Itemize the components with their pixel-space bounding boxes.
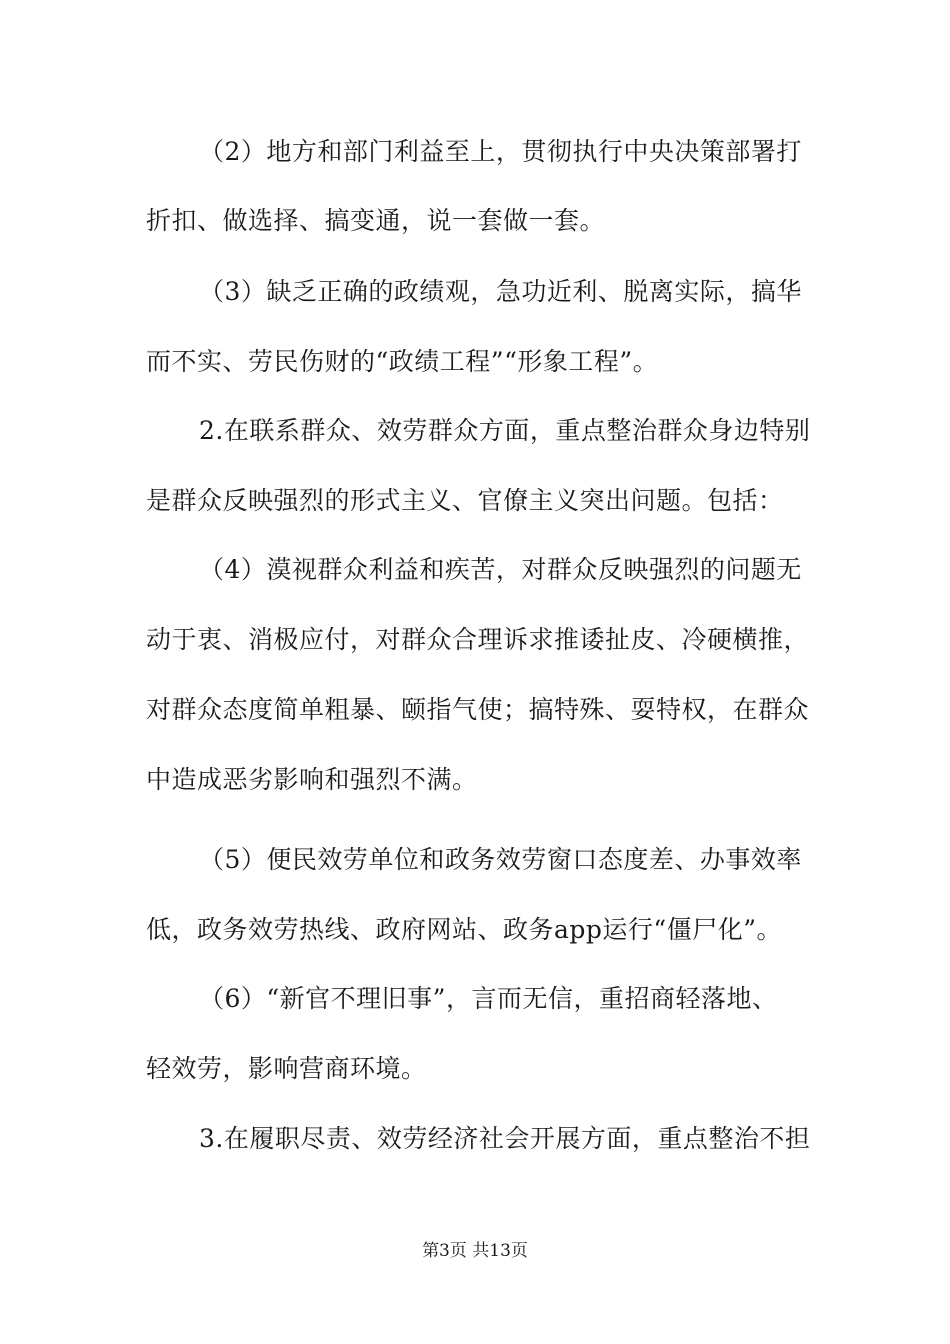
paragraph-line: （4）漠视群众利益和疾苦，对群众反映强烈的问题无 <box>199 555 802 584</box>
paragraph-line: 2.在联系群众、效劳群众方面，重点整治群众身边特别 <box>199 416 811 445</box>
paragraph-line: 而不实、劳民伤财的“政绩工程”“形象工程”。 <box>146 347 659 376</box>
paragraph-line: 动于衷、消极应付，对群众合理诉求推诿扯皮、冷硬横推， <box>146 625 810 654</box>
paragraph-line: （3）缺乏正确的政绩观，急功近利、脱离实际，搞华 <box>199 277 802 306</box>
paragraph-line: 对群众态度简单粗暴、颐指气使；搞特殊、耍特权，在群众 <box>146 695 810 724</box>
page-footer: 第3页 共13页 <box>422 1241 528 1261</box>
paragraph-line: 低，政务效劳热线、政府网站、政务app运行“僵尸化”。 <box>146 915 782 944</box>
paragraph-line: （2）地方和部门利益至上，贯彻执行中央决策部署打 <box>199 137 802 166</box>
paragraph-line: （6）“新官不理旧事”，言而无信，重招商轻落地、 <box>199 984 778 1013</box>
paragraph-line: 轻效劳，影响营商环境。 <box>146 1054 427 1083</box>
paragraph-line: 折扣、做选择、搞变通，说一套做一套。 <box>146 206 606 235</box>
paragraph-line: 3.在履职尽责、效劳经济社会开展方面，重点整治不担 <box>199 1124 811 1153</box>
paragraph-line: 是群众反映强烈的形式主义、官僚主义突出问题。包括： <box>146 486 784 515</box>
paragraph-line: （5）便民效劳单位和政务效劳窗口态度差、办事效率 <box>199 845 802 874</box>
paragraph-line: 中造成恶劣影响和强烈不满。 <box>146 765 478 794</box>
